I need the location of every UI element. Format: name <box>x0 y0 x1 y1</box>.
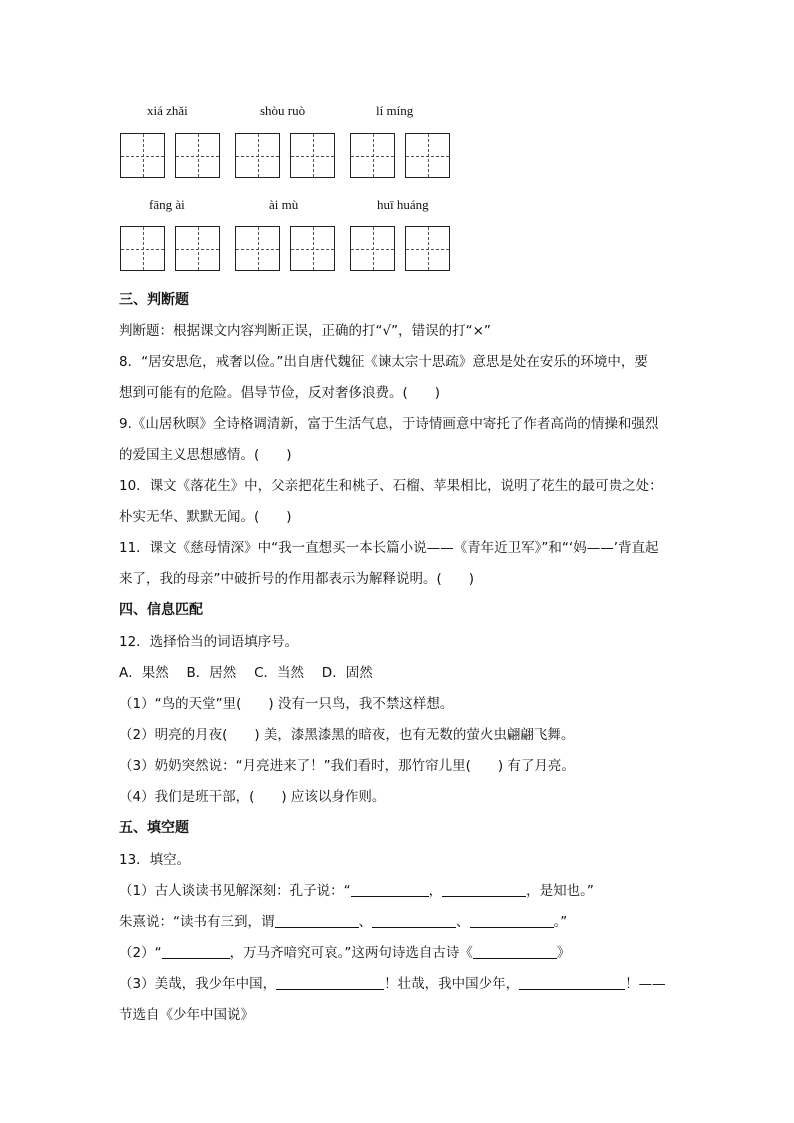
writing-box[interactable] <box>120 226 165 271</box>
question-12: 12．选择恰当的词语填序号。 <box>119 634 299 650</box>
writing-box[interactable] <box>405 226 450 271</box>
pinyin-label: lí míng <box>376 103 414 118</box>
answer-options: A．果然 B．居然 C．当然 D．固然 <box>119 665 373 681</box>
question-9-line-2: 的爱国主义思想感情。( ) <box>119 447 292 463</box>
sentence-4: （4）我们是班干部，( ) 应该以身作则。 <box>119 789 386 805</box>
writing-box[interactable] <box>175 133 220 178</box>
question-8-line-1: 8．“居安思危，戒奢以俭。”出自唐代魏征《谏太宗十思疏》意思是处在安乐的环境中，要 <box>119 354 648 370</box>
question-11-line-2: 来了，我的母亲”中破折号的作用都表示为解释说明。( ) <box>119 571 475 587</box>
section-heading: 三、判断题 <box>119 292 189 308</box>
question-9-line-1: 9.《山居秋暝》全诗格调清新，富于生活气息，于诗情画意中寄托了作者高尚的情操和强烈 <box>119 416 659 432</box>
question-10-line-1: 10．课文《落花生》中，父亲把花生和桃子、石榴、苹果相比，说明了花生的最可贵之处： <box>119 478 663 494</box>
question-11-line-1: 11．课文《慈母情深》中“我一直想买一本长篇小说——《青年近卫军》”和“‘妈——’背直起 <box>119 540 659 556</box>
section-heading: 四、信息匹配 <box>119 602 203 618</box>
question-8-line-2: 想到可能有的危险。倡导节俭，反对奢侈浪费。( ) <box>119 385 441 401</box>
writing-box[interactable] <box>290 226 335 271</box>
sentence-2: （2）明亮的月夜( ) 美，漆黑漆黑的暗夜，也有无数的萤火虫翩翩飞舞。 <box>119 727 575 743</box>
answer-blank[interactable] <box>162 944 230 959</box>
fill-line-4: （3）美哉，我少年中国， ！壮哉，我中国少年， ！—— <box>119 976 666 992</box>
fill-line-1: （1）古人谈读书见解深刻：孔子说：“ ， ，是知也。” <box>119 883 594 899</box>
pinyin-label: shòu ruò <box>260 103 306 118</box>
writing-box[interactable] <box>290 133 335 178</box>
writing-box[interactable] <box>235 133 280 178</box>
question-13: 13．填空。 <box>119 852 191 868</box>
writing-box[interactable] <box>405 133 450 178</box>
writing-box[interactable] <box>120 133 165 178</box>
source-note: 节选自《少年中国说》 <box>119 1007 254 1023</box>
answer-blank[interactable] <box>372 913 456 928</box>
pinyin-label: xiá zhǎi <box>147 103 188 118</box>
question-10-line-2: 朴实无华、默默无闻。( ) <box>119 509 292 525</box>
answer-blank[interactable] <box>470 913 554 928</box>
pinyin-label: huī huáng <box>377 197 429 212</box>
sentence-1: （1）“鸟的天堂”里( ) 没有一只鸟，我不禁这样想。 <box>119 696 454 712</box>
answer-blank[interactable] <box>519 975 625 990</box>
answer-blank[interactable] <box>351 882 429 897</box>
answer-blank[interactable] <box>275 913 359 928</box>
pinyin-label: fāng ài <box>149 197 185 212</box>
answer-blank[interactable] <box>442 882 526 897</box>
fill-line-3: （2）“ ，万马齐喑究可哀。”这两句诗选自古诗《 》 <box>119 945 571 961</box>
writing-box[interactable] <box>235 226 280 271</box>
fill-line-2: 朱熹说：“读书有三到，谓 、 、 。” <box>119 914 568 930</box>
instruction-text: 判断题：根据课文内容判断正误，正确的打“√”，错误的打“×” <box>119 323 491 339</box>
sentence-3: （3）奶奶突然说：“月亮进来了！”我们看时，那竹帘儿里( ) 有了月亮。 <box>119 758 575 774</box>
pinyin-label: ài mù <box>269 197 299 212</box>
answer-blank[interactable] <box>276 975 384 990</box>
writing-box[interactable] <box>175 226 220 271</box>
writing-box[interactable] <box>350 226 395 271</box>
writing-box[interactable] <box>350 133 395 178</box>
answer-blank[interactable] <box>473 944 557 959</box>
section-heading: 五、填空题 <box>119 820 189 836</box>
